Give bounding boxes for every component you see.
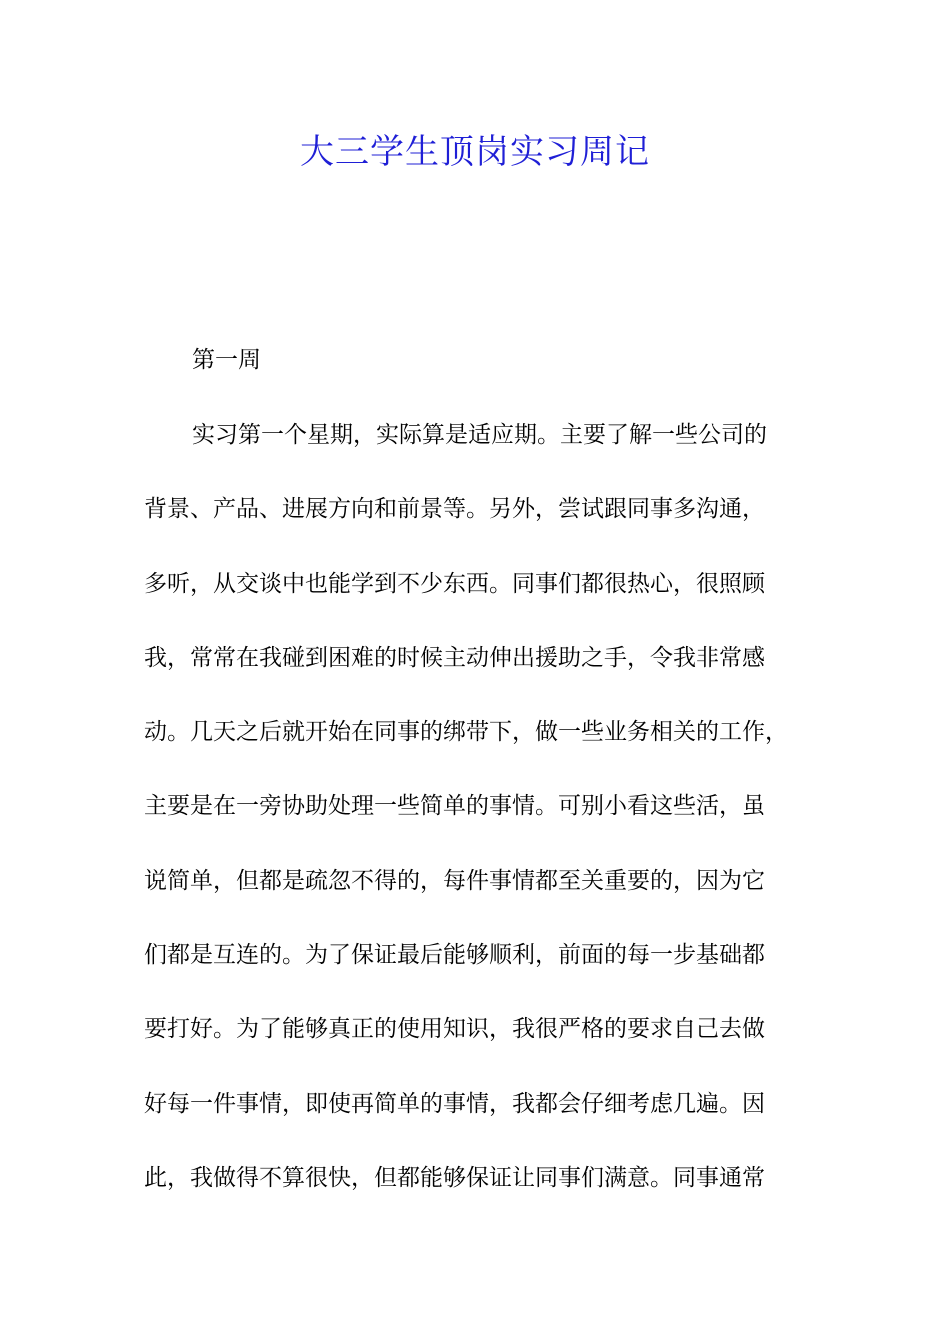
- paragraph-line: 动。几天之后就开始在同事的绑带下，做一些业务相关的工作，: [144, 719, 788, 745]
- paragraph-line: 实习第一个星期，实际算是适应期。主要了解一些公司的: [192, 422, 767, 448]
- document-title: 大三学生顶岗实习周记: [300, 132, 650, 172]
- paragraph-line: 要打好。为了能够真正的使用知识，我很严格的要求自己去做: [144, 1016, 765, 1042]
- paragraph-line: 好每一件事情，即使再简单的事情，我都会仔细考虑几遍。因: [144, 1091, 765, 1117]
- paragraph-line: 说简单，但都是疏忽不得的，每件事情都至关重要的，因为它: [144, 868, 765, 894]
- paragraph-line: 多听，从交谈中也能学到不少东西。同事们都很热心，很照顾: [144, 571, 765, 597]
- week-heading: 第一周: [192, 347, 261, 373]
- paragraph-line: 们都是互连的。为了保证最后能够顺利，前面的每一步基础都: [144, 942, 765, 968]
- paragraph-line: 我，常常在我碰到困难的时候主动伸出援助之手，令我非常感: [144, 645, 765, 671]
- paragraph-line: 此，我做得不算很快，但都能够保证让同事们满意。同事通常: [144, 1165, 765, 1191]
- paragraph-line: 背景、产品、进展方向和前景等。另外，尝试跟同事多沟通，: [144, 496, 765, 522]
- paragraph-line: 主要是在一旁协助处理一些简单的事情。可别小看这些活，虽: [144, 793, 765, 819]
